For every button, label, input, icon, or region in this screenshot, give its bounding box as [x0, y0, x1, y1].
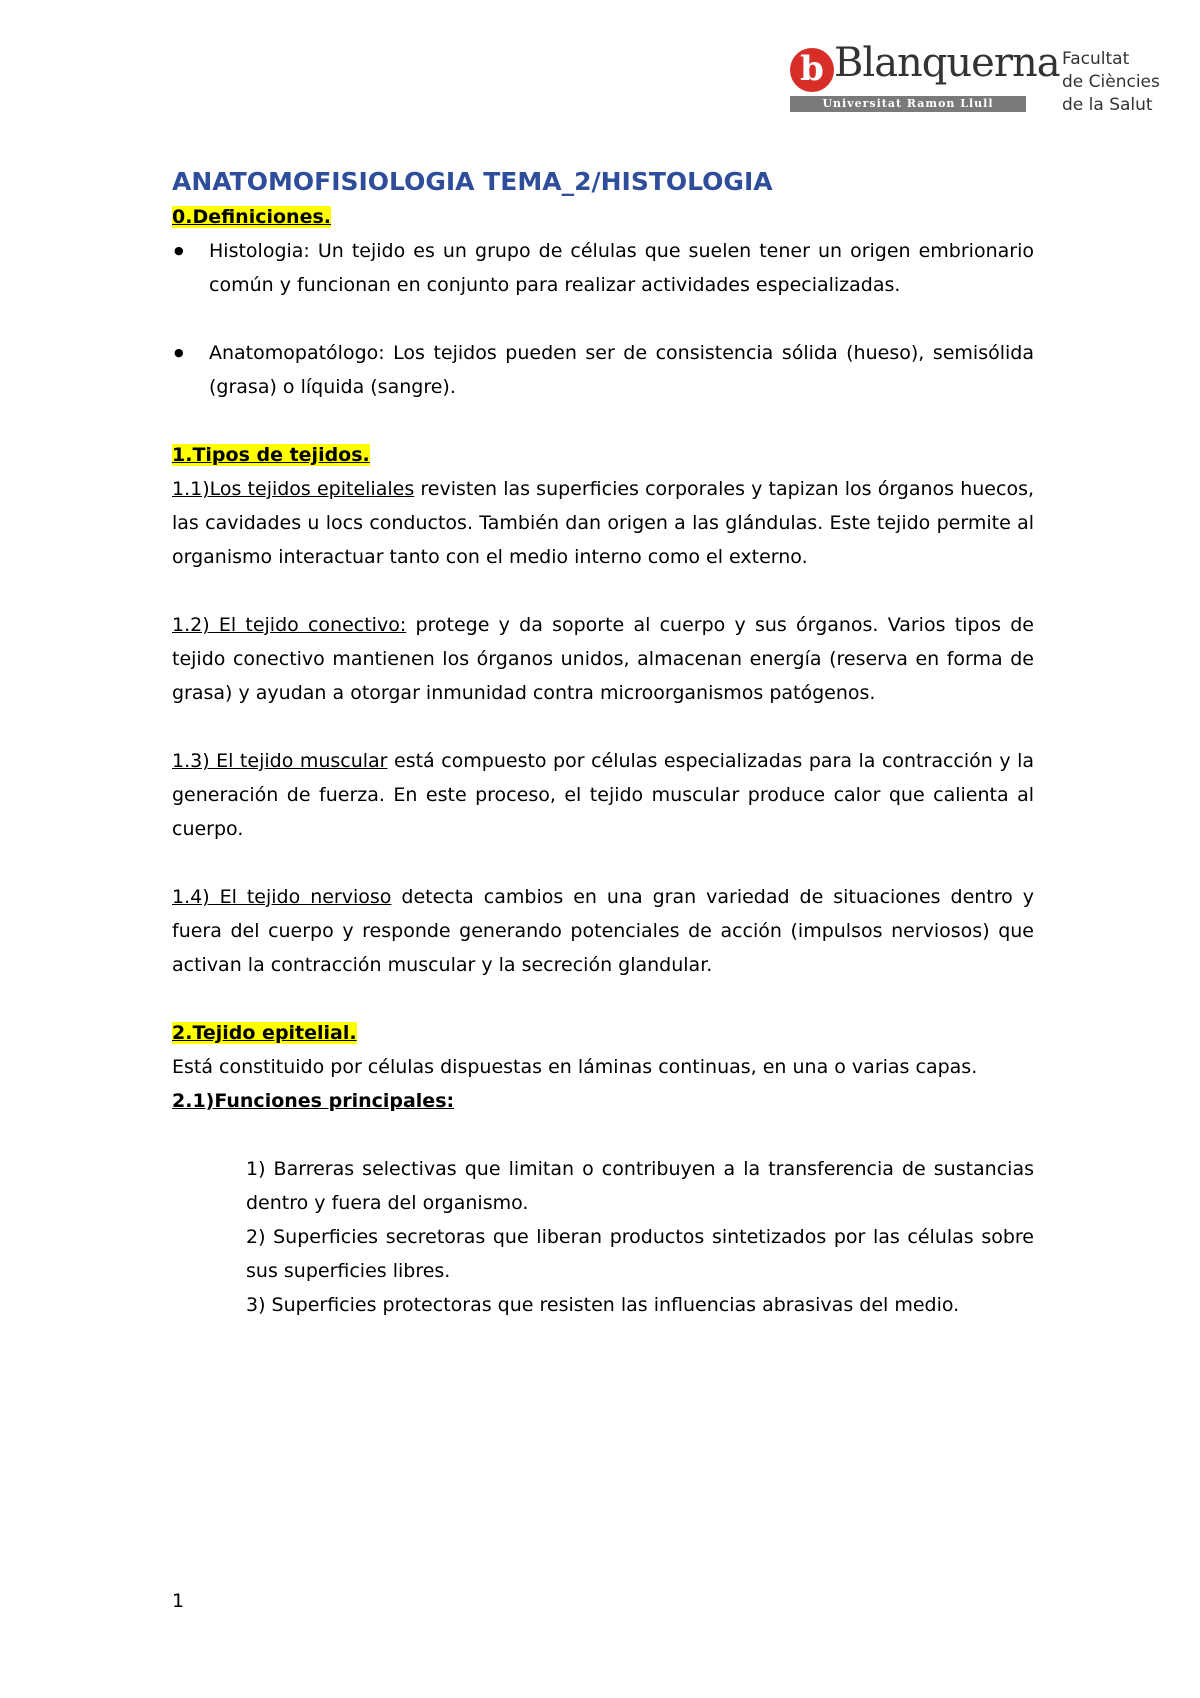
section-heading: 1.Tipos de tejidos. — [172, 444, 370, 466]
paragraph-label: 1.2) El tejido conectivo: — [172, 614, 407, 636]
paragraph-text: protege y da soporte al cuerpo y sus órganos. Varios tipos de tejido conectivo mantienen los órganos unidos, almacenan energía (reserva en forma de grasa) y ayudan a otorgar inmunidad contra microorganismos patógenos. — [172, 614, 1034, 704]
paragraph — [172, 608, 1034, 710]
function-item: 3) Superficies protectoras que resisten las influencias abrasivas del medio. — [246, 1294, 960, 1316]
faculty-line: de Ciències — [1062, 72, 1160, 92]
faculty-name — [1062, 48, 1160, 117]
paragraph-text: revisten las superficies corporales y tapizan los órganos huecos, las cavidades u locs conductos. También dan origen a las glándulas. Este tejido permite al organismo interactuar tanto con el medio interno como el externo. — [172, 478, 1035, 568]
page-number: 1 — [172, 1590, 185, 1612]
paragraph: Está constituido por células dispuestas en láminas continuas, en una o varias capas. — [172, 1056, 978, 1078]
definitions-list — [172, 336, 1034, 404]
list-item: ● Histologia: Un tejido es un grupo de células que suelen tener un origen embrionario común y funcionan en conjunto para realizar actividades especializadas. — [209, 234, 1034, 302]
function-item: 1) Barreras selectivas que limitan o contribuyen a la transferencia de sustancias dentro y fuera del organismo. — [246, 1158, 1034, 1214]
document-body — [172, 164, 1034, 1322]
definitions-list — [172, 234, 1034, 302]
section-heading: 2.Tejido epitelial. — [172, 1022, 357, 1044]
paragraph-label: 1.3) El tejido muscular — [172, 750, 388, 772]
blanquerna-logo-icon: b — [790, 48, 834, 92]
list-item: ● Anatomopatólogo: Los tejidos pueden ser de consistencia sólida (hueso), semisólida (grasa) o líquida (sangre). — [209, 336, 1034, 404]
logo-name: Blanquerna — [834, 40, 1060, 86]
document-title: ANATOMOFISIOLOGIA TEMA_2/HISTOLOGIA — [172, 167, 773, 196]
faculty-line: de la Salut — [1062, 95, 1153, 115]
paragraph — [172, 472, 1034, 574]
page-header — [790, 40, 1190, 124]
section-heading: 0.Definiciones. — [172, 206, 331, 228]
logo-subtitle: Universitat Ramon Llull — [790, 96, 1026, 112]
paragraph-label: 1.1)Los tejidos epiteliales — [172, 478, 415, 500]
paragraph-text: está compuesto por células especializadas para la contracción y la generación de fuerza. En este proceso, el tejido muscular produce calor que calienta al cuerpo. — [172, 750, 1034, 840]
faculty-line: Facultat — [1062, 49, 1130, 69]
paragraph-text: detecta cambios en una gran variedad de situaciones dentro y fuera del cuerpo y responde generando potenciales de acción (impulsos nerviosos) que activan la contracción muscular y la secreción glandular. — [172, 886, 1034, 976]
paragraph — [172, 880, 1034, 982]
function-item: 2) Superficies secretoras que liberan productos sintetizados por las células sobre sus superficies libres. — [246, 1226, 1034, 1282]
paragraph-label: 1.4) El tejido nervioso — [172, 886, 392, 908]
paragraph — [172, 744, 1034, 846]
subsection-heading: 2.1)Funciones principales: — [172, 1090, 455, 1112]
